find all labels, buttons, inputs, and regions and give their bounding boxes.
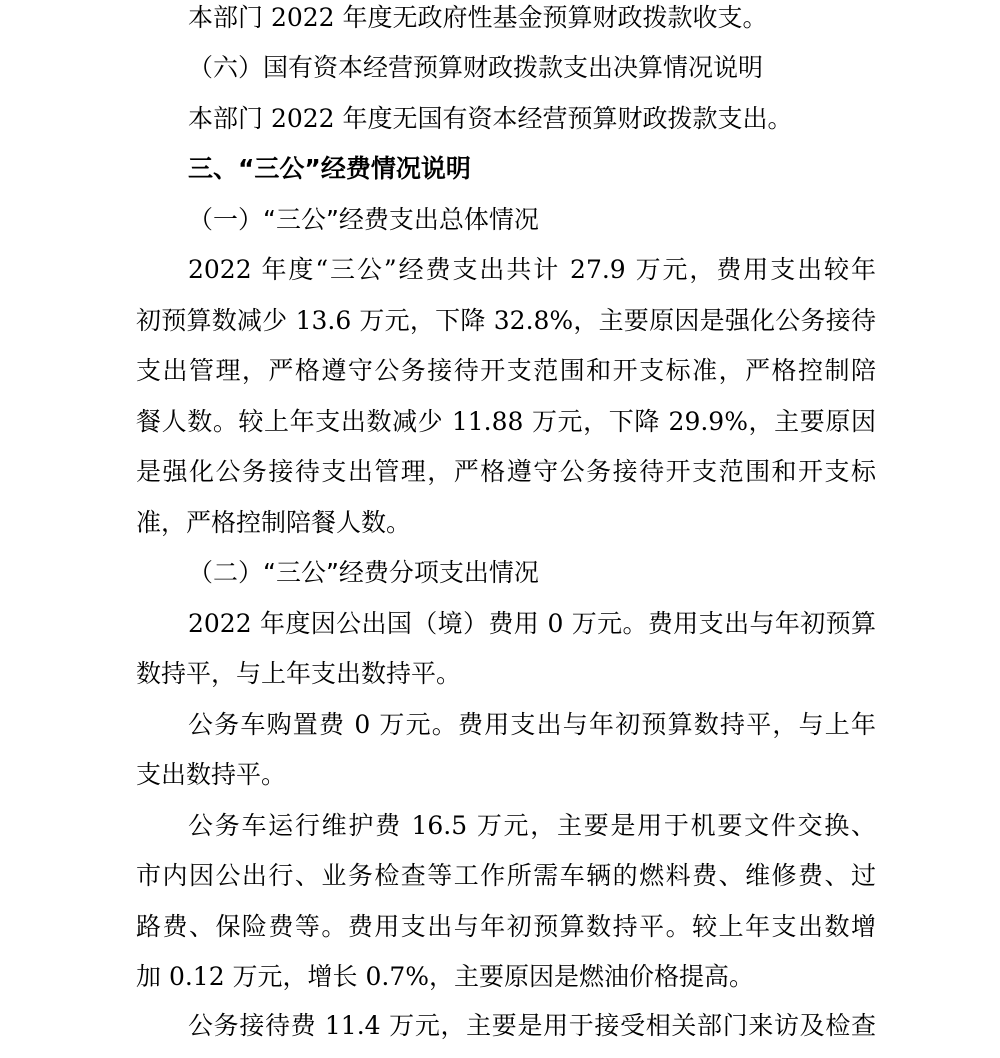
paragraph-overall-line: 是强化公务接待支出管理，严格遵守公务接待开支范围和开支标: [136, 457, 876, 486]
paragraph-reception-line: 公务接待费 11.4 万元，主要是用于接受相关部门来访及检查: [188, 1011, 876, 1040]
section-heading-state-capital: （六）国有资本经营预算财政拨款支出决算情况说明: [188, 53, 764, 82]
paragraph-overall-line: 初预算数减少 13.6 万元，下降 32.8%，主要原因是强化公务接待: [136, 306, 876, 335]
paragraph-overall-line: 餐人数。较上年支出数减少 11.88 万元，下降 29.9%，主要原因: [136, 407, 876, 436]
paragraph-fund-budget: 本部门 2022 年度无政府性基金预算财政拨款收支。: [188, 3, 768, 32]
subsection-heading-itemized: （二）“三公”经费分项支出情况: [188, 558, 539, 587]
paragraph-state-capital: 本部门 2022 年度无国有资本经营预算财政拨款支出。: [188, 104, 793, 133]
paragraph-vehicle-maintenance-line: 市内因公出行、业务检查等工作所需车辆的燃料费、维修费、过: [136, 861, 876, 890]
paragraph-vehicle-purchase-line: 公务车购置费 0 万元。费用支出与年初预算数持平，与上年: [188, 710, 876, 739]
section-heading-three-public: 三、“三公”经费情况说明: [188, 154, 471, 183]
paragraph-overall-line: 支出管理，严格遵守公务接待开支范围和开支标准，严格控制陪: [136, 356, 876, 385]
paragraph-overall-line: 2022 年度“三公”经费支出共计 27.9 万元，费用支出较年: [188, 255, 876, 284]
paragraph-overall-line: 准，严格控制陪餐人数。: [136, 508, 412, 537]
paragraph-overseas-line: 数持平，与上年支出数持平。: [136, 659, 462, 688]
paragraph-vehicle-maintenance-line: 路费、保险费等。费用支出与年初预算数持平。较上年支出数增: [136, 912, 876, 941]
paragraph-vehicle-maintenance-line: 加 0.12 万元，增长 0.7%，主要原因是燃油价格提高。: [136, 962, 755, 991]
paragraph-vehicle-purchase-line: 支出数持平。: [136, 760, 287, 789]
paragraph-overseas-line: 2022 年度因公出国（境）费用 0 万元。费用支出与年初预算: [188, 609, 876, 638]
subsection-heading-overall: （一）“三公”经费支出总体情况: [188, 205, 539, 234]
paragraph-vehicle-maintenance-line: 公务车运行维护费 16.5 万元，主要是用于机要文件交换、: [188, 811, 876, 840]
